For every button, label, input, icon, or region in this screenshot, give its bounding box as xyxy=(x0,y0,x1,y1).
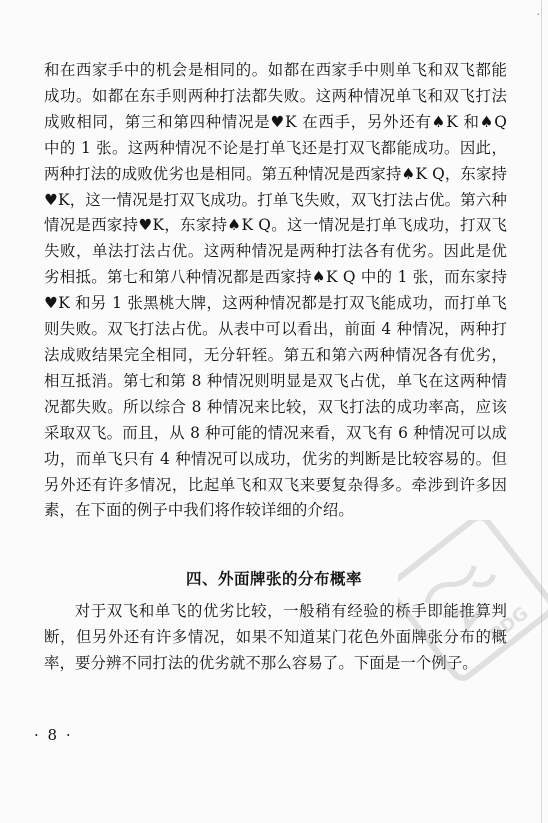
paragraph: 对于双飞和单飞的优劣比较，一般稍有经验的桥手即能推算判断，但另外还有许多情况，如果不知道某门花色外面牌张分布的概率，要分辨不同打法的优劣就不那么容易了。下面是一个例子。 xyxy=(44,602,507,672)
section-text-block xyxy=(44,599,507,677)
watermark-label: PDG xyxy=(485,602,533,646)
page-edge-divider xyxy=(541,0,542,823)
section-heading: 四、外面牌张的分布概率 xyxy=(185,570,362,588)
main-text-block xyxy=(44,58,507,524)
page-number: · 8 · xyxy=(34,726,73,744)
corner-mark: · xyxy=(536,8,540,21)
paragraph-continued: 和在西家手中的机会是相同的。如都在西家手中则单飞和双飞都能成功。如都在东手则两种打法都失败。这两种情况单飞和双飞打法成败相同，第三和第四种情况是♥K 在西手，另外还有♠K 和♠Q 中的 1 张。这两种情况不论是打单飞还是打双飞都能成功。因此，两种打法的成败优劣也是相同。第五种情况是西家持♠K Q，东家持♥K，这一情况是打双飞成功。打单飞失败，双飞打法占优。第六种情况是西家持♥K，东家持♠K Q。这一情况是打单飞成功，打双飞失败，单法打法占优。这两种情况是两种打法各有优劣。因此是优劣相抵。第七和第八种情况都是西家持♠K Q 中的 1 张，而东家持♥K 和另 1 张黑桃大牌，这两种情况都是打双飞能成功，而打单飞则失败。双飞打法占优。从表中可以看出，前面 4 种情况，两种打法成败结果完全相同，无分轩轾。第五和第六两种情况各有优劣，相互抵消。第七和第 8 种情况则明显是双飞占优，单飞在这两种情况都失败。所以综合 8 种情况来比较，双飞打法的成功率高，应该采取双飞。而且，从 8 种可能的情况来看，双飞有 6 种情况可以成功，而单飞只有 4 种情况可以成功，优劣的判断是比较容易的。但另外还有许多情况，比起单飞和双飞来要复杂得多。牵涉到许多因素，在下面的例子中我们将作较详细的介绍。 xyxy=(44,61,507,520)
